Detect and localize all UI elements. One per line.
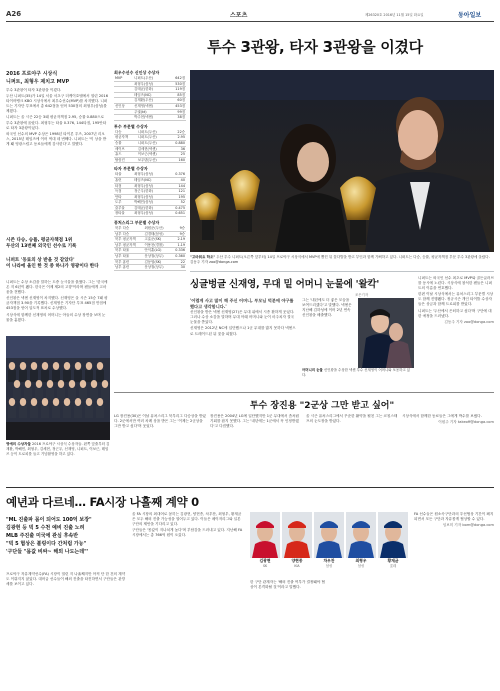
fa-subhead: "ML 진출파 몸이 되어도 100억 보장" bbox=[6, 517, 92, 523]
hitter-table-cell: 출루율 bbox=[114, 205, 133, 211]
lead-pull-quote-1: 시즌 다승, 승률, 평균자책점 1위 두산의 13번째 외국인 선수로 기록 bbox=[6, 238, 77, 249]
futures-table-cell: 30 bbox=[171, 265, 186, 271]
fa-paragraph: 한 구단 관계자는 '해외 진출 여부가 결정돼야 협상이 본격화될 것'이라고 말했다. bbox=[250, 580, 325, 590]
pitcher-table-cell: 니퍼트(두산) bbox=[137, 130, 169, 135]
hitter-table-cell: 144 bbox=[167, 183, 186, 189]
fa-paragraph: 올 FA 시장의 최대어로 꼽히는 김광현, 양현종, 차우찬, 최형우, 황재균은 모두 해외 진출 가능성을 열어두고 있다. 이들은 메이저리그와 일본 구단의 제안을 기다리고 있다. bbox=[132, 512, 242, 527]
caption-label: "고마워요 하오" bbox=[190, 255, 216, 259]
page-number: A26 bbox=[6, 10, 22, 18]
futures-table-cell: 1.19 bbox=[171, 242, 186, 248]
hitter-table-cell: 40 bbox=[167, 177, 186, 183]
fa-players-strip bbox=[250, 512, 410, 576]
lead-paragraph: 투수 3관왕이 타자 3관왕을 이겼다. bbox=[6, 88, 62, 92]
futures-table-cell: 0.336 bbox=[171, 248, 186, 254]
stats-title-mvp: 최우수선수 신인상 수상자 bbox=[114, 70, 160, 75]
lead-paragraph: 신인왕은 넥센 신재영이 차지했다. 신재영은 올 시즌 15승 7패 평균자책점 3.90을 기록했다. 신재영은 기자단 투표 465점 만점에 453점을 얻어 압도적 표차로 수상했다. bbox=[6, 296, 108, 311]
hitter-table-cell: 52 bbox=[167, 200, 186, 206]
group-caption-label: 영예의 수상자들 bbox=[6, 442, 31, 446]
mvp-table-row bbox=[114, 115, 186, 121]
issue-meta: 제26320호 2016년 11월 15일 화요일 bbox=[365, 13, 424, 17]
rookie-caption-label: 어머니의 눈물 bbox=[302, 368, 323, 372]
main-photo bbox=[190, 70, 494, 252]
mvp-table-cell: 530점 bbox=[167, 81, 186, 87]
mvp-table-cell: 주권(kt) bbox=[133, 109, 167, 115]
page-header bbox=[0, 0, 500, 26]
hitter-table-cell: 득점 bbox=[114, 189, 133, 195]
futures-table-cell: 남부 타율 bbox=[114, 254, 144, 260]
fa-player-card bbox=[378, 512, 408, 572]
futures-table-cell: 문상철(상무) bbox=[144, 265, 171, 271]
stats-title-hitter: 타자 부문별 수상자 bbox=[114, 166, 148, 172]
mvp-table-cell: 119점 bbox=[167, 87, 186, 93]
fa-player-card bbox=[250, 512, 280, 572]
rookie-paragraph: '어렵게 사고 많이 해 주신 어머니, 부모님 덕분에 야구를 했다고 생각합니다.' bbox=[190, 298, 294, 309]
rookie-paragraph: 신재영은 2012년 NC에 입단했으나 1군 무대를 밟지 못하다 넥센으로 트레이드된 뒤 꽃을 피웠다. bbox=[190, 326, 296, 336]
hitter-table-row bbox=[114, 211, 186, 217]
hitter-table-cell: 테임즈(NC) bbox=[133, 177, 167, 183]
futures-table-row bbox=[114, 248, 186, 254]
hitter-table-cell: 홈런 bbox=[114, 177, 133, 183]
lead-paragraph: 니퍼트는 올 시즌 22승 3패 평균자책점 2.95, 승률 0.880으로 투수 3관왕에 올랐다. 최형우는 타율 0.376, 144타점, 195안타로 타자 3관왕이었다. bbox=[6, 115, 107, 130]
section-divider bbox=[114, 392, 494, 393]
fa-subhead: "빅 5 협상은 볼링이다 간처럼 가능" bbox=[6, 541, 87, 547]
caption-text: 두산 투수 니퍼트(오른쪽 앞부터) 14일 프로야구 시상식에서 MVP에 뽑힌 뒤 꽃다발을 받고 부인과 함께 기뻐하고 있다. 니퍼트는 다승, 승률, 평균자책점 부문 투수 3관왕에 올랐다. bbox=[216, 255, 490, 259]
fa-subheads bbox=[6, 516, 126, 576]
caption-divider bbox=[190, 271, 494, 272]
lead-kicker: 2016 프로야구 시상식 bbox=[6, 71, 58, 77]
futures-table-row bbox=[114, 265, 186, 271]
hitter-table-cell: 최형우(삼성) bbox=[133, 194, 167, 200]
hitter-table bbox=[114, 172, 186, 217]
hitter-table-cell: 0.651 bbox=[167, 211, 186, 217]
futures-table-row bbox=[114, 254, 186, 260]
player-photo bbox=[282, 512, 312, 558]
mvp-table-cell: 김태균(한화) bbox=[133, 87, 167, 93]
pitcher-table-cell: 홀드 bbox=[114, 152, 137, 158]
fa-paragraph: 구단들은 '몸값이 지나치게 높다'며 부담감을 드러내고 있다. 지난해 FA 시장에서는 총 766억 원이 오갔다. bbox=[132, 528, 243, 538]
fa-divider bbox=[6, 487, 494, 488]
pitcher-table-cell: 보우덴(두산) bbox=[137, 157, 169, 163]
column-credit: 이원주 기자 takeoff@donga.com bbox=[438, 420, 494, 425]
pitcher-table-cell: 탈삼진 bbox=[114, 157, 137, 163]
futures-table-cell: 김동엽(SK) bbox=[144, 259, 171, 265]
futures-table-cell: 남부 홈런 bbox=[114, 265, 144, 271]
player-name: 양현종 bbox=[291, 558, 303, 563]
main-photo-caption bbox=[190, 255, 494, 269]
column-paragraph: 장진용은 2004년 LG에 입단했지만 1군 무대에서 좀처럼 기회를 잡지 못했다. 그는 '내년에는 1군에서 꼭 인정받겠다'고 다짐했다. bbox=[210, 414, 300, 429]
main-headline: 투수 3관왕, 타자 3관왕을 이겼다 bbox=[207, 38, 423, 56]
side-paragraph: 니퍼트는 '두산에서 은퇴하고 싶다'며 구단에 대한 애정을 드러냈다. bbox=[418, 308, 492, 318]
player-photo bbox=[250, 512, 280, 558]
futures-table-cell: 22 bbox=[171, 259, 186, 265]
mvp-table-cell: 신인상 bbox=[114, 103, 133, 109]
mvp-table-cell: 김재환(두산) bbox=[133, 98, 167, 104]
pitcher-table-cell: 22승 bbox=[168, 130, 186, 135]
column-headline: 투수 장진용 "2군상 그만 받고 싶어" bbox=[249, 401, 395, 411]
futures-table-cell: 김경태(삼성) bbox=[144, 231, 171, 237]
mvp-table-cell: 테임즈(NC) bbox=[133, 92, 167, 98]
rookie-photo bbox=[358, 298, 414, 368]
lead-paragraph: 시상식에 함께한 신재영의 어머니는 아들의 수상 장면을 보며 눈물을 훔쳤다. bbox=[6, 312, 106, 322]
futures-table bbox=[114, 226, 186, 271]
rookie-headline: 싱글벙글 신재영, 무대 밑 어머니 눈물에 '왈칵' bbox=[190, 279, 380, 290]
rookie-byline: 조은기자 bbox=[355, 293, 369, 297]
fa-player-card bbox=[346, 512, 376, 572]
pitcher-table-cell: 다승 bbox=[114, 130, 137, 135]
hitter-table-cell: 최형우(삼성) bbox=[133, 172, 167, 177]
section-name: 스포츠 bbox=[230, 12, 248, 19]
hitter-table-cell: 안타 bbox=[114, 194, 133, 200]
rookie-body-col2 bbox=[302, 298, 352, 368]
lead-paragraph: 니퍼트는 수상 소감을 말하는 도중 눈시울을 붉혔다. 그는 '한국에 온 지 6년이 됐다. 한국은 이제 제2의 고향'이라며 팬들에게 고마움을 전했다. bbox=[6, 280, 108, 295]
fa-credit: 임보미 기자 bom@donga.com bbox=[442, 523, 494, 528]
player-photo bbox=[314, 512, 344, 558]
rookie-caption-text: 신인왕을 수상한 넥센 투수 신재영이 어머니와 포옹하고 있다. bbox=[302, 368, 411, 377]
mvp-table-row bbox=[114, 103, 186, 109]
mvp-table-cell: MVP bbox=[114, 76, 133, 81]
caption-credit: 김동주 기자 zoo@donga.com bbox=[190, 259, 239, 264]
column-paragraph: 시상식에서 함께한 동료들은 그에게 박수를 보냈다. bbox=[402, 414, 482, 418]
hitter-table-cell: 정근우(한화) bbox=[133, 189, 167, 195]
mvp-table-cell: 85점 bbox=[167, 92, 186, 98]
hitter-table-cell: 0.376 bbox=[167, 172, 186, 177]
lead-pull-quote-2: 니퍼트 '동료의 상 받을 것 같았다' 이 나라에 올인 한 것 중 하나가 영광이다 한다 bbox=[6, 258, 99, 269]
player-club: 롯데 bbox=[389, 564, 397, 568]
column-paragraph: 올 시즌 퓨처스리그에서 꾸준한 활약을 펼친 그는 코칭스태프의 눈도장을 받았다. bbox=[306, 414, 398, 424]
futures-table-cell: 안익훈(LG) bbox=[144, 248, 171, 254]
fa-subhead: 김광현 등 빅 5 수천 예비 진출 노려 bbox=[6, 525, 85, 531]
player-photo bbox=[346, 512, 376, 558]
futures-table-cell: 남부 다승 bbox=[114, 231, 144, 237]
futures-table-cell: 최원준(두산) bbox=[144, 226, 171, 231]
fa-subhead: '구단들 "몸값 비싸~ 해외 나도는데"' bbox=[6, 549, 89, 555]
fa-body-4 bbox=[414, 512, 494, 685]
side-credit: 김동주 기자 zoo@donga.com bbox=[444, 319, 494, 324]
futures-table-cell: 2.19 bbox=[171, 237, 186, 243]
futures-table-cell: 북부 평균자책 bbox=[114, 237, 144, 243]
group-photo-caption bbox=[6, 442, 110, 484]
rookie-body bbox=[190, 298, 298, 394]
player-club: SK bbox=[262, 564, 268, 568]
mvp-table-cell: 니퍼트(두산) bbox=[133, 76, 167, 81]
mvp-table-cell: 60점 bbox=[167, 98, 186, 104]
fa-body-3 bbox=[250, 580, 406, 685]
rookie-paragraph: 신인왕을 받은 넥센 신재영(27)은 무대 위에서 시종 환하게 웃었다. 그러나 수상 소감을 말하며 무대 아래 어머니와 눈이 마주치자 결국 눈물을 쏟았다. bbox=[190, 310, 295, 325]
pitcher-table-cell: 36 bbox=[168, 146, 186, 152]
pitcher-table-cell: 세이브 bbox=[114, 146, 137, 152]
futures-table-cell: 남부 평균자책 bbox=[114, 242, 144, 248]
stats-title-futures: 퓨처스리그 부문별 수상자 bbox=[114, 220, 160, 226]
player-club: 삼성 bbox=[325, 564, 333, 568]
column-body-1 bbox=[114, 414, 206, 484]
pitcher-table-cell: 2.95 bbox=[168, 135, 186, 141]
fa-player-card bbox=[282, 512, 312, 572]
pitcher-table bbox=[114, 130, 186, 164]
futures-table-cell: 북부 타율 bbox=[114, 248, 144, 254]
player-photo bbox=[378, 512, 408, 558]
pitcher-table-cell: 김세현(넥센) bbox=[137, 146, 169, 152]
lead-body bbox=[6, 88, 108, 238]
fa-player-card bbox=[314, 512, 344, 572]
mvp-table-cell: 642점 bbox=[167, 76, 186, 81]
column-body-3 bbox=[306, 414, 398, 484]
player-name: 황재균 bbox=[387, 558, 399, 563]
pitcher-table-cell: 니퍼트(두산) bbox=[137, 135, 169, 141]
newspaper-logo: 동아일보 bbox=[458, 12, 482, 19]
mvp-table bbox=[114, 76, 186, 121]
player-club: 삼성 bbox=[357, 564, 365, 568]
pitcher-table-cell: 이보근(넥센) bbox=[137, 152, 169, 158]
mvp-table-cell: 453점 bbox=[167, 103, 186, 109]
hitter-table-cell: 최형우(삼성) bbox=[133, 183, 167, 189]
fa-subhead: MLB 주진출 미국에 관심 후속반 bbox=[6, 533, 79, 539]
hitter-table-row bbox=[114, 205, 186, 211]
hitter-table-cell: 장타율 bbox=[114, 211, 133, 217]
header-rule bbox=[6, 21, 494, 22]
pitcher-table-cell: 니퍼트(두산) bbox=[137, 140, 169, 146]
mvp-table-cell: 38점 bbox=[167, 115, 186, 121]
mvp-table-cell: 99점 bbox=[167, 109, 186, 115]
hitter-table-cell: 타율 bbox=[114, 172, 133, 177]
mvp-table-cell: 신재영(넥센) bbox=[133, 103, 167, 109]
hitter-table-cell: 최형우(삼성) bbox=[133, 211, 167, 217]
rookie-photo-caption bbox=[302, 368, 414, 382]
hitter-table-cell: 김태균(한화) bbox=[133, 205, 167, 211]
mvp-table-cell bbox=[114, 115, 133, 121]
lead-paragraph: 외국인 선수의 MVP 수상은 1998년 타이론 우즈, 2007년 리오스, 2015년 테임즈에 이어 역대 네 번째다. 니퍼트는 '이 상을 받게 돼 영광스럽고 동료들에게 감사한다'고 말했다. bbox=[6, 131, 107, 146]
pitcher-table-cell: 평균자책 bbox=[114, 135, 137, 141]
hitter-table-cell: 0.475 bbox=[167, 205, 186, 211]
futures-table-cell: 이용찬(경찰) bbox=[144, 242, 171, 248]
futures-table-cell: 북부 다승 bbox=[114, 226, 144, 231]
column-body-4 bbox=[402, 414, 494, 484]
stats-column bbox=[114, 70, 186, 334]
side-paragraph: 니퍼트는 외국인 선수 최초로 MVP와 골든글러브를 동시에 노린다. 시상식에 참석한 팬들은 니퍼트의 이름을 연호했다. bbox=[418, 276, 494, 291]
fa-headline: 예년과 다르네… FA시장 나흘째 계약 0 bbox=[6, 495, 199, 509]
futures-table-cell: 북부 홈런 bbox=[114, 259, 144, 265]
group-photo bbox=[6, 336, 110, 440]
lead-paragraph: 두산 니퍼트(35)가 14일 서울 서초구 더케이호텔에서 열린 2016 타이어뱅크 KBO 시상식에서 최우수선수(MVP)를 차지했다. 니퍼트는 기자단 투표에서 총 642점을 얻어 530점의 최형우(삼성)를 제쳤다. bbox=[6, 94, 108, 114]
pitcher-table-row bbox=[114, 157, 186, 163]
futures-table-cell: 고효준(SK) bbox=[144, 237, 171, 243]
fa-body-1 bbox=[6, 572, 126, 685]
pitcher-table-cell: 승률 bbox=[114, 140, 137, 146]
hitter-table-cell: 도루 bbox=[114, 200, 133, 206]
hitter-table-cell: 195 bbox=[167, 194, 186, 200]
futures-table-cell: 9승 bbox=[171, 226, 186, 231]
player-name: 김광현 bbox=[259, 558, 271, 563]
group-caption-text: 2016 프로야구 시상식 수상자들. 왼쪽 앞줄부터 김재환, 박해민, 최형우, 김세현, 정근우, 신재영, 니퍼트, 이보근, 테임즈 등이 트로피를 들고 기념촬영을 하고 있다. bbox=[6, 442, 110, 456]
side-paragraph: 한편 이날 시상식에서는 퓨처스리그 부문별 시상도 함께 진행됐다. 정규시즌 개인 타이틀 수상자들은 상금과 함께 트로피를 받았다. bbox=[418, 292, 494, 307]
stats-title-pitcher: 투수 부문별 수상자 bbox=[114, 123, 148, 129]
lead-subhead: 니퍼트, 최형우 제치고 MVP bbox=[6, 79, 70, 85]
futures-table-cell: 9승 bbox=[171, 231, 186, 237]
mvp-table-cell: 박주현(넥센) bbox=[133, 115, 167, 121]
futures-table-cell: 문상철(상무) bbox=[144, 254, 171, 260]
fa-body-2 bbox=[132, 512, 244, 685]
pitcher-table-cell: 160 bbox=[168, 157, 186, 163]
player-name: 차우찬 bbox=[323, 558, 335, 563]
column-body-2 bbox=[210, 414, 302, 484]
side-column bbox=[418, 276, 494, 388]
mvp-table-cell: 최형우(삼성) bbox=[133, 81, 167, 87]
hitter-table-cell: 타점 bbox=[114, 183, 133, 189]
player-name: 최형우 bbox=[355, 558, 367, 563]
column-paragraph: LG 장진용(30)은 이날 퓨처스리그 북부리그 다승상을 받았다. 2군에서만 여러 차례 상을 받은 그는 '이제는 2군상을 그만 받고 싶다'며 웃었다. bbox=[114, 414, 206, 429]
hitter-table-cell: 121 bbox=[167, 189, 186, 195]
pitcher-table-cell: 25 bbox=[168, 152, 186, 158]
futures-table-cell: 0.360 bbox=[171, 254, 186, 260]
rookie-paragraph: 그는 '내년에도 더 좋은 모습을 보여드리겠다'고 말했다. 넥센은 지난해 김하성에 이어 2년 연속 신인왕을 배출했다. bbox=[302, 298, 352, 318]
hitter-table-cell: 박해민(삼성) bbox=[133, 200, 167, 206]
fa-paragraph: FA 선수들은 원소속구단과의 우선협상 기간이 폐지되면서 모든 구단과 자유롭게 협상할 수 있다. bbox=[414, 512, 494, 522]
fa-paragraph: 프로야구 자유계약선수(FA) 시장이 열린 지 나흘째지만 아직 단 한 건의 계약도 이뤄지지 않았다. 대어급 선수들이 해외 진출을 타진하면서 구단들은 관망세를 보이고 있다. bbox=[6, 572, 126, 587]
player-club: KIA bbox=[294, 564, 300, 568]
pitcher-table-cell: 0.880 bbox=[168, 140, 186, 146]
